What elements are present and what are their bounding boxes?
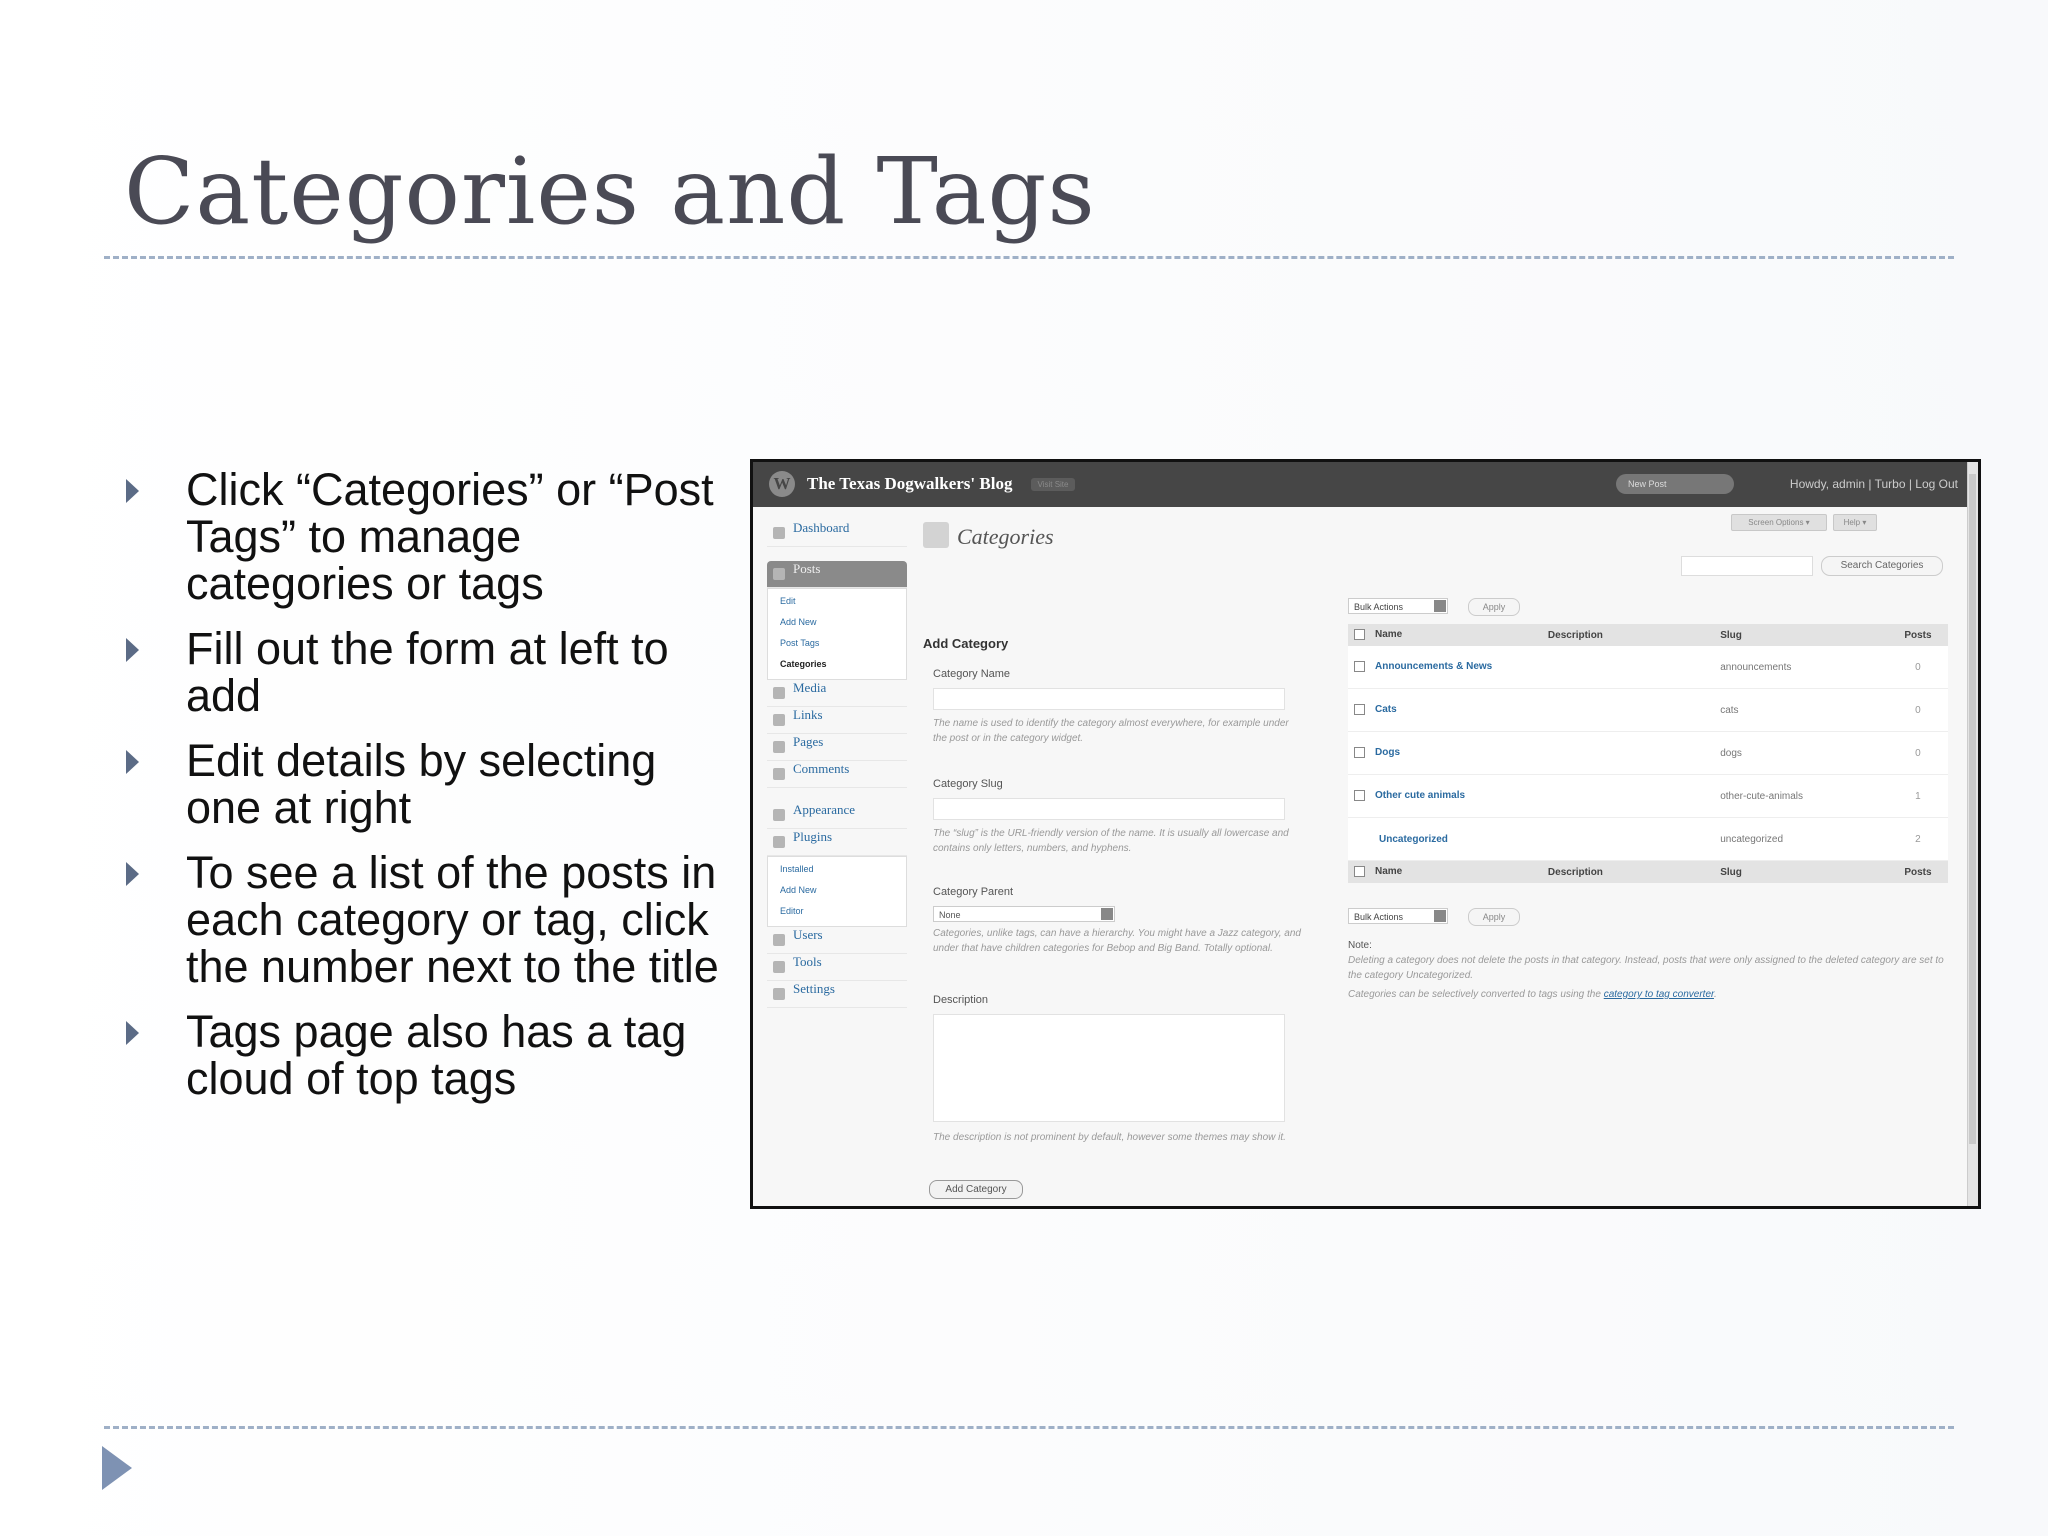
category-post-count[interactable]: 0 <box>1888 689 1948 732</box>
category-to-tag-converter-link[interactable]: category to tag converter <box>1603 989 1714 1000</box>
plugins-icon <box>773 836 785 848</box>
table-header-row <box>1348 624 1948 646</box>
sidebar-item-links[interactable] <box>767 707 907 734</box>
add-category-button[interactable]: Add Category <box>929 1180 1023 1199</box>
sidebar-item-label: Appearance <box>793 802 856 817</box>
category-slug-input[interactable] <box>933 798 1285 820</box>
bottom-divider <box>104 1426 1954 1429</box>
plugins-submenu <box>767 856 907 927</box>
sidebar-item-users[interactable] <box>767 927 907 954</box>
category-description <box>1542 646 1714 689</box>
bullet-item <box>124 466 724 607</box>
appearance-icon <box>773 809 785 821</box>
sidebar-item-label: Tools <box>793 954 822 969</box>
settings-icon <box>773 988 785 1000</box>
bullet-item <box>124 1008 724 1102</box>
chevron-down-icon <box>1434 910 1446 922</box>
column-footer-name[interactable] <box>1348 861 1542 884</box>
sidebar-item-label: Links <box>793 707 823 722</box>
category-name-link[interactable] <box>1348 646 1542 689</box>
form-heading: Add Category <box>923 636 1009 651</box>
sidebar-separator <box>767 788 907 802</box>
bulk-actions-value: Bulk Actions <box>1354 602 1404 612</box>
search-categories-input[interactable] <box>1681 556 1813 576</box>
description-label: Description <box>933 994 989 1006</box>
categories-icon <box>923 522 949 548</box>
admin-sidebar <box>767 520 907 1008</box>
row-checkbox[interactable] <box>1354 790 1365 801</box>
screen-options-button[interactable]: Screen Options ▾ <box>1731 514 1827 531</box>
sidebar-item-label: Pages <box>793 734 824 749</box>
bulk-actions-select[interactable] <box>1348 598 1448 614</box>
comments-icon <box>773 768 785 780</box>
sidebar-item-label: Comments <box>793 761 850 776</box>
submenu-item-installed[interactable]: Installed <box>780 864 814 874</box>
blog-name[interactable]: The Texas Dogwalkers' Blog <box>807 474 1013 493</box>
category-slug: dogs <box>1714 732 1888 775</box>
pages-icon <box>773 741 785 753</box>
category-slug: announcements <box>1714 646 1888 689</box>
help-button[interactable]: Help ▾ <box>1833 514 1877 531</box>
category-description <box>1542 818 1714 861</box>
description-hint: The description is not prominent by default, however some themes may show it. <box>933 1132 1286 1143</box>
row-checkbox[interactable] <box>1354 747 1365 758</box>
category-slug-label: Category Slug <box>933 778 1003 790</box>
category-name-label: Category Name <box>933 668 1011 680</box>
converter-note-text: Categories can be selectively converted to tags using the <box>1348 989 1601 1000</box>
category-slug-hint: The “slug” is the URL-friendly version of the name. It is usually all lowercase and contains only letters, numbers, and hyphens. <box>933 828 1289 854</box>
category-slug: other-cute-animals <box>1714 775 1888 818</box>
bullet-arrow-icon <box>126 862 139 886</box>
category-name-input[interactable] <box>933 688 1285 710</box>
category-parent-label: Category Parent <box>933 886 1014 898</box>
delete-note <box>1348 938 1948 1002</box>
bullet-arrow-icon <box>126 1021 139 1045</box>
row-checkbox[interactable] <box>1354 704 1365 715</box>
note-label: Note: <box>1348 940 1372 951</box>
footer-label: Name <box>1375 866 1403 878</box>
column-footer-description: Description <box>1542 861 1714 884</box>
sidebar-item-posts[interactable] <box>767 561 907 588</box>
submenu-item-post-tags[interactable]: Post Tags <box>780 638 820 648</box>
category-name: Other cute animals <box>1375 790 1466 802</box>
table-row <box>1348 646 1948 689</box>
sidebar-item-settings[interactable] <box>767 981 907 1008</box>
category-name-link[interactable] <box>1348 732 1542 775</box>
sidebar-item-label: Dashboard <box>793 520 850 535</box>
bullet-arrow-icon <box>126 479 139 503</box>
bullet-arrow-icon <box>126 750 139 774</box>
category-slug: uncategorized <box>1714 818 1888 861</box>
apply-button-bottom[interactable]: Apply <box>1468 908 1520 926</box>
media-icon <box>773 687 785 699</box>
category-name: Dogs <box>1375 747 1400 759</box>
bullet-text: Click “Categories” or “Post Tags” to manage categories or tags <box>186 464 714 609</box>
sidebar-item-pages[interactable] <box>767 734 907 761</box>
sidebar-item-label: Users <box>793 927 823 942</box>
top-divider <box>104 256 1954 259</box>
categories-table <box>1348 624 1948 883</box>
bullet-text: Edit details by selecting one at right <box>186 735 657 833</box>
submenu-item-add-new[interactable]: Add New <box>780 617 817 627</box>
chevron-down-icon <box>1101 908 1113 920</box>
bullet-text: Tags page also has a tag cloud of top tags <box>186 1006 687 1104</box>
select-all-checkbox[interactable] <box>1354 866 1365 877</box>
table-footer-row <box>1348 861 1948 884</box>
page-title: Categories <box>957 524 1054 549</box>
category-name-hint: The name is used to identify the category almost everywhere, for example under the post or in the category widget. <box>933 718 1289 744</box>
sidebar-item-label: Settings <box>793 981 835 996</box>
chevron-down-icon <box>1434 600 1446 612</box>
sidebar-item-dashboard[interactable] <box>767 520 907 547</box>
category-post-count[interactable]: 2 <box>1888 818 1948 861</box>
category-name-link[interactable] <box>1348 775 1542 818</box>
category-description <box>1542 775 1714 818</box>
scrollbar[interactable] <box>1967 462 1978 1206</box>
category-description <box>1542 689 1714 732</box>
table-row <box>1348 818 1948 861</box>
sidebar-item-plugins[interactable] <box>767 829 907 856</box>
submenu-item-edit[interactable]: Edit <box>780 596 796 606</box>
category-name-link[interactable] <box>1348 689 1542 732</box>
posts-icon <box>773 568 785 580</box>
category-slug: cats <box>1714 689 1888 732</box>
category-name: Cats <box>1375 704 1397 716</box>
bullet-list <box>124 466 724 1120</box>
search-categories-button[interactable]: Search Categories <box>1821 556 1943 576</box>
category-post-count[interactable]: 1 <box>1888 775 1948 818</box>
table-row <box>1348 732 1948 775</box>
sidebar-item-label: Media <box>793 680 827 695</box>
select-all-checkbox[interactable] <box>1354 629 1365 640</box>
submenu-item-add-new[interactable]: Add New <box>780 885 817 895</box>
category-post-count[interactable]: 0 <box>1888 646 1948 689</box>
posts-submenu <box>767 588 907 680</box>
note-text: Deleting a category does not delete the posts in that category. Instead, posts that were only assigned to the deleted category are set to the category Uncategorized. <box>1348 955 1944 981</box>
header-label: Name <box>1375 629 1403 641</box>
bullet-arrow-icon <box>126 638 139 662</box>
links-icon <box>773 714 785 726</box>
visit-site-button[interactable]: Visit Site <box>1031 478 1075 491</box>
category-name-link[interactable]: Uncategorized <box>1348 818 1542 861</box>
table-row <box>1348 775 1948 818</box>
category-parent-hint: Categories, unlike tags, can have a hierarchy. You might have a Jazz category, and under that have children categories for Bebop and Big Band. Totally optional. <box>933 928 1301 954</box>
sidebar-item-label: Posts <box>793 561 821 576</box>
user-links[interactable]: Howdy, admin | Turbo | Log Out <box>1789 477 1958 491</box>
new-post-button[interactable]: New Post <box>1616 474 1734 494</box>
category-post-count[interactable]: 0 <box>1888 732 1948 775</box>
sidebar-item-appearance[interactable] <box>767 802 907 829</box>
converter-note: Categories can be selectively converted to tags using the category to tag converter. <box>1348 989 1717 1000</box>
bullet-item <box>124 625 724 719</box>
column-header-posts: Posts <box>1888 624 1948 646</box>
description-textarea[interactable] <box>933 1014 1285 1122</box>
bullet-item <box>124 737 724 831</box>
column-header-description: Description <box>1542 624 1714 646</box>
scrollbar-thumb[interactable] <box>1969 474 1976 1144</box>
submenu-item-categories[interactable]: Categories <box>780 659 827 669</box>
column-footer-posts: Posts <box>1888 861 1948 884</box>
wordpress-screenshot <box>750 459 1981 1209</box>
apply-button[interactable]: Apply <box>1468 598 1520 616</box>
bulk-actions-select-bottom[interactable] <box>1348 908 1448 924</box>
sidebar-item-media[interactable] <box>767 680 907 707</box>
admin-header <box>753 462 1978 507</box>
bullet-text: Fill out the form at left to add <box>186 623 669 721</box>
add-category-form <box>923 636 1303 1195</box>
tools-icon <box>773 961 785 973</box>
table-row <box>1348 689 1948 732</box>
category-parent-select[interactable] <box>933 906 1115 922</box>
users-icon <box>773 934 785 946</box>
column-header-name[interactable] <box>1348 624 1542 646</box>
column-header-slug: Slug <box>1714 624 1888 646</box>
category-parent-value: None <box>939 910 961 920</box>
category-description <box>1542 732 1714 775</box>
sidebar-separator <box>767 547 907 561</box>
bullet-text: To see a list of the posts in each category or tag, click the number next to the title <box>186 847 719 992</box>
sidebar-item-comments[interactable] <box>767 761 907 788</box>
bullet-item <box>124 849 724 990</box>
wordpress-logo-icon[interactable]: W <box>769 471 795 497</box>
submenu-item-editor[interactable]: Editor <box>780 906 804 916</box>
sidebar-item-label: Plugins <box>793 829 833 844</box>
slide-title: Categories and Tags <box>124 138 1096 245</box>
row-checkbox[interactable] <box>1354 661 1365 672</box>
sidebar-item-tools[interactable] <box>767 954 907 981</box>
next-slide-icon[interactable] <box>102 1446 132 1490</box>
bulk-actions-value: Bulk Actions <box>1354 912 1404 922</box>
dashboard-icon <box>773 527 785 539</box>
category-name: Announcements & News <box>1375 661 1493 673</box>
column-footer-slug: Slug <box>1714 861 1888 884</box>
